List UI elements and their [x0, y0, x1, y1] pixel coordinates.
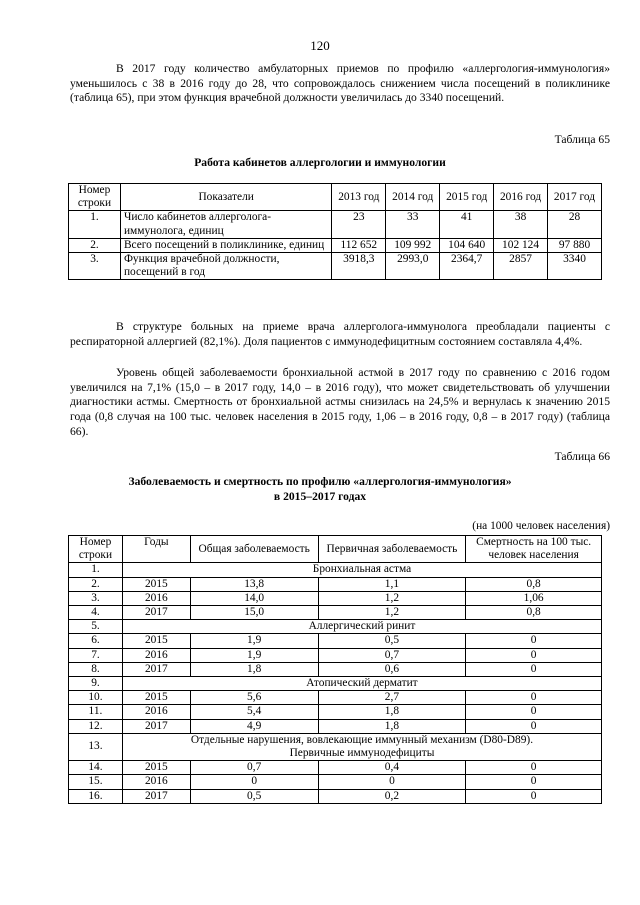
section-label: Аллергический ринит	[308, 620, 416, 633]
table-row	[69, 691, 602, 705]
row-number: 10.	[69, 691, 123, 705]
row-number: 3.	[69, 253, 121, 280]
row-number: 1.	[69, 563, 123, 577]
table-66-title-line-2: в 2015–2017 годах	[273, 490, 367, 503]
table-cell: 0,8	[466, 577, 602, 591]
row-number: 2.	[69, 238, 121, 252]
row-number: 16.	[69, 789, 123, 803]
table-66-header: Общая заболеваемость	[190, 536, 318, 563]
row-number: 6.	[69, 634, 123, 648]
table-row	[69, 606, 602, 620]
section-label-line-2: Первичные иммунодефициты	[289, 747, 435, 760]
section-title	[122, 677, 601, 691]
table-cell: 0	[190, 775, 318, 789]
row-number: 8.	[69, 662, 123, 676]
row-number: 4.	[69, 606, 123, 620]
year-cell: 2015	[122, 577, 190, 591]
table-cell: 0	[466, 662, 602, 676]
section-title	[122, 563, 601, 577]
table-cell: 0,7	[190, 761, 318, 775]
table-cell: 0	[318, 775, 466, 789]
row-number: 13.	[69, 733, 123, 760]
table-cell: 1,8	[190, 662, 318, 676]
table-cell: 0,6	[318, 662, 466, 676]
table-cell: 109 992	[386, 238, 440, 252]
table-66-header: Номер строки	[69, 536, 123, 563]
year-cell: 2017	[122, 606, 190, 620]
table-cell: 0,7	[318, 648, 466, 662]
table-row	[69, 719, 602, 733]
table-cell: 0,4	[318, 761, 466, 775]
page-number: 120	[310, 38, 330, 53]
paragraph-3: Уровень общей заболеваемости бронхиальной астмой в 2017 году по сравнению с 2016 годом увеличился на 7,1% (15,0 – в 2017 году, 14,0 – в 2016 году), что может свидетельствовать об улучшении диагностики астмы. Смертность от бронхиальной астмы снизилась на 24,5% и вернулась к значению 2015 года (0,8 случая на 100 тыс. человек населения в 2015 году, 1,06 – в 2016 году, 0,8 – в 2017 году) (таблица 66).	[70, 366, 610, 438]
paragraph-1: В 2017 году количество амбулаторных приемов по профилю «аллергология-иммунология» уменьшилось с 38 в 2016 году до 28, что сопровождалось снижением числа посещений в поликлинике (таблица 65), при этом функция врачебной должности увеличилась до 3340 посещений.	[70, 62, 610, 105]
row-number: 11.	[69, 705, 123, 719]
table-row	[69, 591, 602, 605]
section-label: Бронхиальная астма	[312, 563, 412, 576]
table-cell: 0	[466, 691, 602, 705]
table-cell: 0	[466, 648, 602, 662]
row-number: 14.	[69, 761, 123, 775]
table-row	[69, 761, 602, 775]
table-cell: 0	[466, 775, 602, 789]
table-65-header: 2016 год	[494, 184, 548, 211]
year-cell: 2017	[122, 719, 190, 733]
table-cell: 0,2	[318, 789, 466, 803]
year-cell: 2016	[122, 705, 190, 719]
table-row	[69, 775, 602, 789]
table-65-title: Работа кабинетов аллергологии и иммунологии	[194, 156, 446, 169]
table-66-header-row	[69, 536, 602, 563]
table-cell: 2993,0	[386, 253, 440, 280]
table-65-header: 2015 год	[440, 184, 494, 211]
table-cell: 2857	[494, 253, 548, 280]
table-cell: 41	[440, 211, 494, 238]
table-cell: 1,9	[190, 634, 318, 648]
table-cell: 0,5	[190, 789, 318, 803]
table-cell: 0	[466, 719, 602, 733]
table-cell: 33	[386, 211, 440, 238]
table-65-header: 2014 год	[386, 184, 440, 211]
section-title	[122, 733, 601, 760]
table-65-header: 2013 год	[332, 184, 386, 211]
table-row	[69, 648, 602, 662]
section-row	[69, 677, 602, 691]
table-row	[69, 634, 602, 648]
table-cell: 13,8	[190, 577, 318, 591]
table-cell: 3918,3	[332, 253, 386, 280]
table-row	[69, 705, 602, 719]
table-cell: 3340	[548, 253, 602, 280]
table-65-header: Номер строки	[69, 184, 121, 211]
table-cell: 28	[548, 211, 602, 238]
table-cell: 0,8	[466, 606, 602, 620]
table-65-label: Таблица 65	[554, 133, 610, 146]
table-66-unit: (на 1000 человек населения)	[472, 520, 610, 532]
table-cell: 0	[466, 634, 602, 648]
table-66-title-line-1: Заболеваемость и смертность по профилю «аллергология-иммунология»	[128, 475, 512, 488]
table-row	[69, 211, 602, 238]
table-66-header: Первичная заболеваемость	[318, 536, 466, 563]
year-cell: 2015	[122, 761, 190, 775]
section-label: Атопический дерматит	[306, 677, 418, 690]
year-cell: 2016	[122, 648, 190, 662]
section-row	[69, 563, 602, 577]
section-row	[69, 733, 602, 760]
table-cell: 102 124	[494, 238, 548, 252]
table-66-header: Смертность на 100 тыс. человек населения	[466, 536, 602, 563]
section-label: Отдельные нарушения, вовлекающие иммунный механизм (D80-D89).	[190, 733, 534, 746]
table-cell: 5,6	[190, 691, 318, 705]
table-66-header: Годы	[122, 536, 190, 563]
row-number: 5.	[69, 620, 123, 634]
table-row	[69, 238, 602, 252]
table-cell: 0	[466, 761, 602, 775]
year-cell: 2016	[122, 775, 190, 789]
row-number: 2.	[69, 577, 123, 591]
year-cell: 2017	[122, 789, 190, 803]
table-row	[69, 789, 602, 803]
table-cell: 0	[466, 705, 602, 719]
table-cell: 14,0	[190, 591, 318, 605]
row-number: 7.	[69, 648, 123, 662]
table-row	[69, 662, 602, 676]
table-cell: 1,9	[190, 648, 318, 662]
table-cell: 1,06	[466, 591, 602, 605]
table-65-header-row	[69, 184, 602, 211]
year-cell: 2015	[122, 634, 190, 648]
indicator-name: Функция врачебной должности, посещений в год	[120, 253, 331, 280]
table-cell: 2,7	[318, 691, 466, 705]
table-cell: 0,5	[318, 634, 466, 648]
table-65-header: Показатели	[120, 184, 331, 211]
row-number: 15.	[69, 775, 123, 789]
table-cell: 1,2	[318, 606, 466, 620]
table-row	[69, 577, 602, 591]
row-number: 12.	[69, 719, 123, 733]
table-cell: 112 652	[332, 238, 386, 252]
table-cell: 38	[494, 211, 548, 238]
section-row	[69, 620, 602, 634]
year-cell: 2015	[122, 691, 190, 705]
table-cell: 4,9	[190, 719, 318, 733]
table-cell: 15,0	[190, 606, 318, 620]
table-cell: 1,8	[318, 719, 466, 733]
row-number: 9.	[69, 677, 123, 691]
table-cell: 97 880	[548, 238, 602, 252]
table-cell: 1,2	[318, 591, 466, 605]
table-cell: 1,1	[318, 577, 466, 591]
row-number: 1.	[69, 211, 121, 238]
table-cell: 23	[332, 211, 386, 238]
section-title	[122, 620, 601, 634]
table-cell: 2364,7	[440, 253, 494, 280]
year-cell: 2016	[122, 591, 190, 605]
table-cell: 0	[466, 789, 602, 803]
indicator-name: Всего посещений в поликлинике, единиц	[120, 238, 331, 252]
year-cell: 2017	[122, 662, 190, 676]
table-row	[69, 253, 602, 280]
row-number: 3.	[69, 591, 123, 605]
table-cell: 104 640	[440, 238, 494, 252]
table-65-header: 2017 год	[548, 184, 602, 211]
indicator-name: Число кабинетов аллерголога-иммунолога, единиц	[120, 211, 331, 238]
table-66	[68, 535, 602, 804]
paragraph-2: В структуре больных на приеме врача аллерголога-иммунолога преобладали пациенты с респираторной аллергией (82,1%). Доля пациентов с иммунодефицитным состоянием составляла 4,4%.	[70, 320, 610, 348]
table-65	[68, 183, 602, 280]
table-cell: 1,8	[318, 705, 466, 719]
table-cell: 5,4	[190, 705, 318, 719]
table-66-label: Таблица 66	[554, 450, 610, 463]
